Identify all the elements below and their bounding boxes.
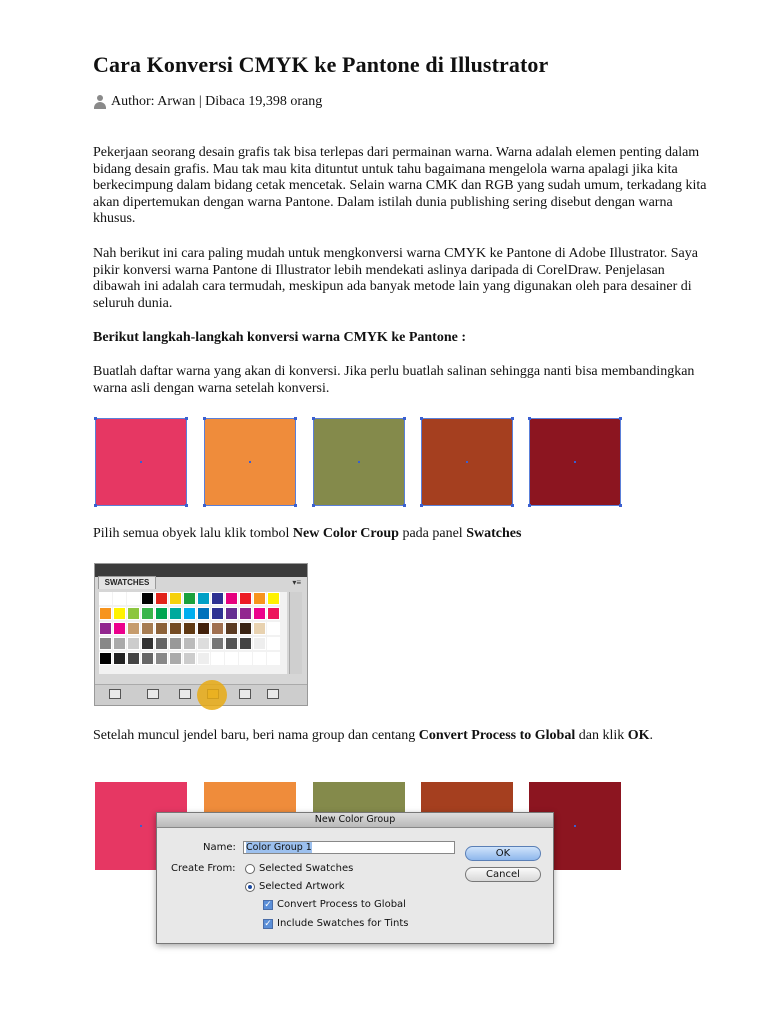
color-swatch-row (93, 416, 625, 508)
swatch-cell[interactable] (183, 652, 196, 665)
swatch-cell[interactable] (169, 592, 182, 605)
swatch-cell[interactable] (253, 592, 266, 605)
swatch-square (529, 418, 621, 506)
click-highlight (197, 680, 227, 710)
swatch-cell[interactable] (183, 592, 196, 605)
swatch-grid (99, 592, 287, 674)
swatch-cell[interactable] (267, 637, 280, 650)
swatch-cell[interactable] (267, 592, 280, 605)
create-from-label: Create From: (171, 863, 236, 874)
show-swatch-kinds-icon[interactable] (147, 689, 159, 699)
swatch-cell[interactable] (127, 652, 140, 665)
step2-paragraph: Pilih semua obyek lalu klik tombol New Color Croup pada panel Swatches (93, 526, 522, 541)
swatch-cell[interactable] (253, 622, 266, 635)
swatch-cell[interactable] (127, 622, 140, 635)
swatch-cell[interactable] (155, 607, 168, 620)
second-paragraph: Nah berikut ini cara paling mudah untuk mengkonversi warna CMYK ke Pantone di Adobe Illustrator. Saya pikir konversi warna Pantone di Illustrator lebih mendekati aslinya daripada di CorelDraw. Penjelasan dibawah ini adalah cara termudah, meskipun ada banyak metode lain yang digunakan oleh para desainer di seluruh dunia. (93, 246, 698, 311)
swatch-cell[interactable] (99, 607, 112, 620)
swatches-tab[interactable]: SWATCHES (98, 576, 156, 589)
user-icon (93, 95, 107, 109)
swatch-cell[interactable] (239, 607, 252, 620)
swatch-square (421, 418, 513, 506)
ok-button[interactable]: OK (465, 846, 541, 861)
swatch-cell[interactable] (211, 607, 224, 620)
swatch-square (204, 418, 296, 506)
selected-swatches-label: Selected Swatches (259, 863, 354, 874)
swatch-cell[interactable] (239, 592, 252, 605)
new-swatch-icon[interactable] (239, 689, 251, 699)
swatch-cell[interactable] (197, 592, 210, 605)
swatch-cell[interactable] (113, 607, 126, 620)
swatch-options-icon[interactable] (179, 689, 191, 699)
swatch-cell[interactable] (141, 637, 154, 650)
group-name-input[interactable]: Color Group 1 (243, 841, 455, 854)
name-label: Name: (203, 842, 236, 853)
swatch-cell[interactable] (127, 637, 140, 650)
intro-paragraph: Pekerjaan seorang desain grafis tak bisa terlepas dari permainan warna. Warna adalah elemen penting dalam bidang desain grafis. Mau tak mau kita dituntut untuk tahu bagaimana mengelola warna apalagi jika kita berkecimpung dalam bidang cetak mencetak. Selain warna CMK dan RGB yang sudah umum, terkadang kita akan dipertemukan dengan warna Pantone. Dalam istilah dunia publishing sering disebut dengan warna khusus. (93, 145, 707, 227)
swatch-cell[interactable] (225, 622, 238, 635)
step1-paragraph: Buatlah daftar warna yang akan di konversi. Jika perlu buatlah salinan sehingga nanti bisa membandingkan warna asli dengan warna setelah konversi. (93, 364, 695, 396)
swatch-cell[interactable] (211, 637, 224, 650)
swatch-cell[interactable] (155, 622, 168, 635)
page-title: Cara Konversi CMYK ke Pantone di Illustrator (93, 52, 549, 77)
cancel-button[interactable]: Cancel (465, 867, 541, 882)
swatch-cell[interactable] (225, 592, 238, 605)
swatch-cell[interactable] (239, 637, 252, 650)
swatch-cell[interactable] (113, 622, 126, 635)
swatch-cell[interactable] (267, 607, 280, 620)
swatch-cell[interactable] (141, 622, 154, 635)
swatch-cell[interactable] (141, 607, 154, 620)
panel-menu-icon[interactable]: ▾≡ (292, 578, 301, 587)
swatch-cell[interactable] (99, 622, 112, 635)
selected-artwork-radio[interactable] (245, 882, 255, 892)
swatch-cell[interactable] (127, 592, 140, 605)
swatch-square (95, 418, 187, 506)
convert-process-checkbox[interactable]: ✓ (264, 900, 272, 910)
step3-paragraph: Setelah muncul jendel baru, beri nama group dan centang Convert Process to Global dan klik OK. (93, 728, 654, 743)
swatch-cell[interactable] (225, 607, 238, 620)
swatch-cell[interactable] (127, 607, 140, 620)
article-meta (93, 94, 322, 110)
swatch-cell[interactable] (211, 652, 224, 665)
include-tints-checkbox[interactable]: ✓ (264, 919, 272, 929)
swatch-cell[interactable] (99, 592, 112, 605)
swatch-libraries-icon[interactable] (109, 689, 121, 699)
swatch-cell[interactable] (197, 607, 210, 620)
swatch-cell[interactable] (253, 637, 266, 650)
swatch-cell[interactable] (99, 637, 112, 650)
swatch-cell[interactable] (169, 607, 182, 620)
swatch-cell[interactable] (141, 592, 154, 605)
selected-swatches-radio[interactable] (245, 864, 255, 874)
swatch-cell[interactable] (197, 637, 210, 650)
dialog-title: New Color Group (157, 813, 553, 828)
swatch-cell[interactable] (113, 637, 126, 650)
swatch-cell[interactable] (239, 622, 252, 635)
swatch-cell[interactable] (169, 622, 182, 635)
swatch-cell[interactable] (183, 637, 196, 650)
swatch-cell[interactable] (211, 622, 224, 635)
swatch-cell[interactable] (141, 652, 154, 665)
swatch-cell[interactable] (239, 652, 252, 665)
swatch-cell[interactable] (267, 652, 280, 665)
swatch-cell[interactable] (169, 652, 182, 665)
swatch-cell[interactable] (99, 652, 112, 665)
swatch-cell[interactable] (183, 622, 196, 635)
swatch-cell[interactable] (211, 592, 224, 605)
swatch-cell[interactable] (225, 652, 238, 665)
panel-scrollbar[interactable] (289, 592, 302, 674)
swatch-cell[interactable] (113, 592, 126, 605)
convert-process-label: Convert Process to Global (277, 899, 406, 910)
swatch-cell[interactable] (225, 637, 238, 650)
swatch-cell[interactable] (183, 607, 196, 620)
selected-artwork-label: Selected Artwork (259, 881, 345, 892)
swatch-cell[interactable] (267, 622, 280, 635)
delete-swatch-icon[interactable] (267, 689, 279, 699)
swatch-cell[interactable] (197, 652, 210, 665)
steps-heading: Berikut langkah-langkah konversi warna CMYK ke Pantone : (93, 330, 466, 345)
swatch-cell[interactable] (169, 637, 182, 650)
swatch-square (313, 418, 405, 506)
swatch-cell[interactable] (155, 592, 168, 605)
include-tints-label: Include Swatches for Tints (277, 918, 409, 929)
swatch-cell[interactable] (197, 622, 210, 635)
swatch-cell[interactable] (155, 652, 168, 665)
swatch-cell[interactable] (253, 652, 266, 665)
swatch-cell[interactable] (155, 637, 168, 650)
author-text: Author: Arwan | Dibaca 19,398 orang (111, 94, 323, 109)
new-color-group-dialog (156, 812, 554, 944)
swatch-cell[interactable] (113, 652, 126, 665)
swatch-cell[interactable] (253, 607, 266, 620)
